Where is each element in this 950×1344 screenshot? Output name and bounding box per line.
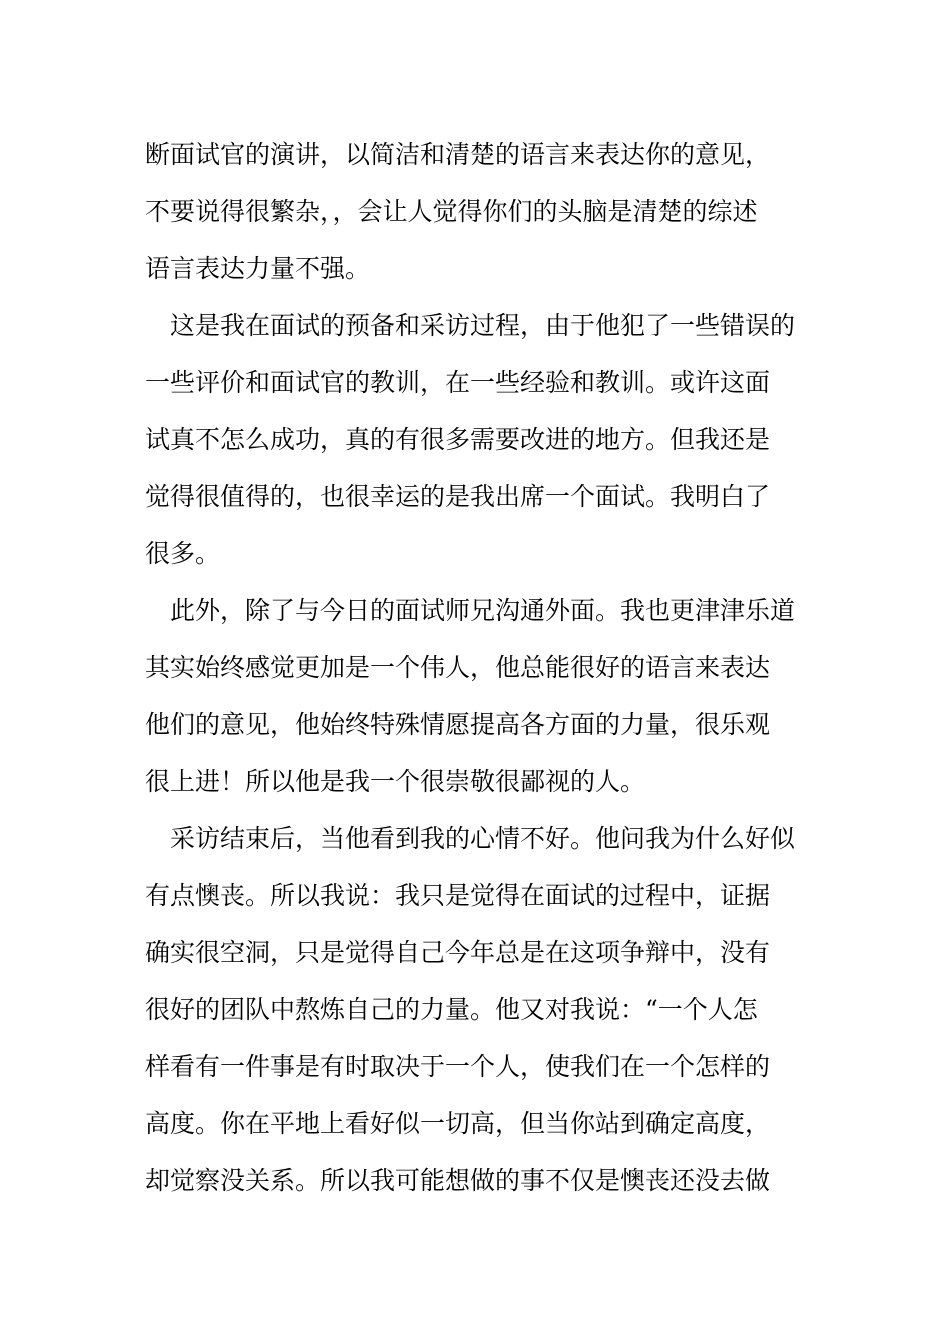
text-line: 却觉察没关系。所以我可能想做的事不仅是懊丧还没去做 <box>145 1166 771 1195</box>
text-line: 样看有一件事是有时取决于一个人，使我们在一个怎样的 <box>145 1052 771 1081</box>
text-line: 采访结束后，当他看到我的心情不好。他问我为什么好似 <box>170 824 796 853</box>
paragraph-3 <box>145 582 807 810</box>
text-line: 很好的团队中熬炼自己的力量。他又对我说：“一个人怎 <box>145 995 758 1024</box>
text-line: 此外，除了与今日的面试师兄沟通外面。我也更津津乐道 <box>170 596 796 625</box>
text-line: 不要说得很繁杂，，会让人觉得你们的头脑是清楚的综述 <box>145 197 758 226</box>
text-line: 其实始终感觉更加是一个伟人，他总能很好的语言来表达 <box>145 653 771 682</box>
text-line: 他们的意见，他始终特殊情愿提高各方面的力量，很乐观 <box>145 710 771 739</box>
text-line: 觉得很值得的，也很幸运的是我出席一个面试。我明白了 <box>145 482 771 511</box>
text-line: 试真不怎么成功，真的有很多需要改进的地方。但我还是 <box>145 425 771 454</box>
text-line: 很上进！所以他是我一个很崇敬很鄙视的人。 <box>145 767 646 796</box>
document-body <box>145 126 807 1209</box>
paragraph-4 <box>145 810 807 1209</box>
text-line: 有点懊丧。所以我说：我只是觉得在面试的过程中，证据 <box>145 881 771 910</box>
text-line: 确实很空洞，只是觉得自己今年总是在这项争辩中，没有 <box>145 938 771 967</box>
text-line: 很多。 <box>145 539 221 568</box>
text-line: 高度。你在平地上看好似一切高，但当你站到确定高度， <box>145 1109 771 1138</box>
text-line: 这是我在面试的预备和采访过程，由于他犯了一些错误的 <box>170 311 796 340</box>
text-line: 语言表达力量不强。 <box>145 254 371 283</box>
paragraph-1 <box>145 126 807 297</box>
text-line: 断面试官的演讲，以简洁和清楚的语言来表达你的意见， <box>145 140 771 169</box>
text-line: 一些评价和面试官的教训，在一些经验和教训。或许这面 <box>145 368 771 397</box>
paragraph-2 <box>145 297 807 582</box>
